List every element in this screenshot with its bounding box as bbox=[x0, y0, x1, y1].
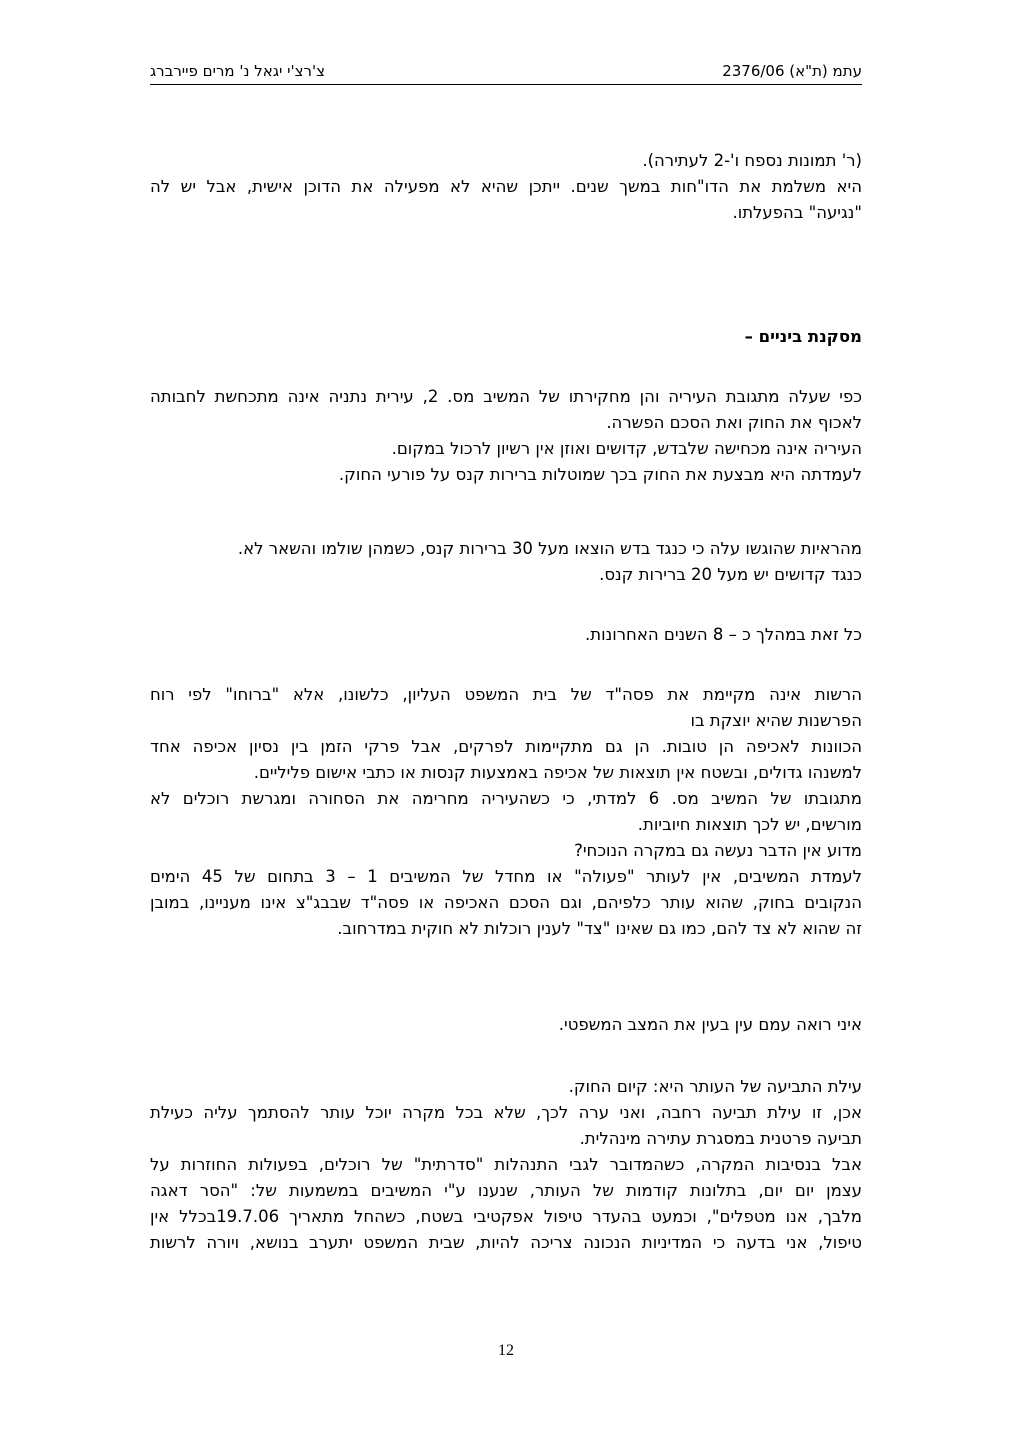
section-heading bbox=[150, 324, 862, 350]
text-line: תביעה פרטנית במסגרת עתירה מינהלית. bbox=[579, 1129, 862, 1148]
text-line: למשנהו גדולים, ובשטח אין תוצאות של אכיפה באמצעות קנסות או כתבי אישום פליליים. bbox=[253, 763, 862, 782]
text-line: מורשים, יש לכך תוצאות חיוביות. bbox=[637, 815, 862, 834]
paragraph-legal-view bbox=[150, 1012, 862, 1038]
paragraph-references bbox=[150, 148, 862, 174]
page-number: 12 bbox=[498, 1342, 514, 1359]
text-line: לאכוף את החוק ואת הסכם הפשרה. bbox=[606, 413, 862, 432]
text-line: הרשות אינה מקיימת את פסה"ד של בית המשפט העליון, כלשונו, אלא "ברוחו" לפי רוח bbox=[150, 685, 862, 704]
paragraph-municipality bbox=[150, 384, 862, 488]
text-line: היא משלמת את הדו"חות במשך שנים. ייתכן שהיא לא מפעילה את הדוכן אישית, אבל יש לה bbox=[150, 177, 862, 196]
text-line: עצמן יום יום, בתלונות קודמות של העותר, שנענו ע"י המשיבים במשמעות של: "הסר דאגה bbox=[150, 1181, 862, 1200]
text-line: אכן, זו עילת תביעה רחבה, ואני ערה לכך, שלא בכל מקרה יוכל עותר להסתמך עליה כעילת bbox=[150, 1103, 862, 1122]
text-line: כל זאת במהלך כ – 8 השנים האחרונות. bbox=[585, 625, 862, 644]
header-case-number: עתמ (ת"א) 2376/06 bbox=[722, 62, 862, 80]
text-line: הפרשנות שהיא יוצקת בו bbox=[690, 711, 862, 730]
text-line: לעמדת המשיבים, אין לעותר "פעולה" או מחדל של המשיבים 1 – 3 בתחום של 45 הימים bbox=[150, 867, 862, 886]
text-line: הכוונות לאכיפה הן טובות. הן גם מתקיימות לפרקים, אבל פרקי הזמן בין נסיון אכיפה אחד bbox=[150, 737, 862, 756]
paragraph-authority bbox=[150, 682, 862, 942]
page-header bbox=[150, 58, 862, 85]
text-line: עילת התביעה של העותר היא: קיום החוק. bbox=[568, 1077, 862, 1096]
text-line: טיפול, אני בדעה כי המדיניות הנכונה צריכה להיות, שבית המשפט יתערב בנושא, ויורה לרשות bbox=[150, 1233, 862, 1252]
text-line: מתגובתו של המשיב מס. 6 למדתי, כי כשהעיריה מחרימה את הסחורה ומגרשת רוכלים לא bbox=[150, 789, 862, 808]
text-line: מלבך, אנו מטפלים", וכמעט בהעדר טיפול אפקטיבי בשטח, כשהחל מתאריך 19.7.06בכלל אין bbox=[150, 1207, 862, 1226]
text-line: כפי שעלה מתגובת העיריה והן מחקירתו של המשיב מס. 2, עירית נתניה אינה מתכחשת לחבותה bbox=[150, 387, 862, 406]
text-line: מהראיות שהוגשו עלה כי כנגד בדש הוצאו מעל 30 ברירות קנס, כשמהן שולמו והשאר לא. bbox=[237, 539, 862, 558]
text-line: מדוע אין הדבר נעשה גם במקרה הנוכחי? bbox=[574, 841, 862, 860]
heading-text: מסקנת ביניים – bbox=[744, 327, 862, 346]
text-line: הנקובים בחוק, שהוא עותר כלפיהם, וגם הסכם האכיפה או פסה"ד שבבג"צ אינו מעניינו, במובן bbox=[150, 893, 862, 912]
header-case-title: צ'רצ'י יגאל נ' מרים פיירברג bbox=[150, 62, 325, 80]
paragraph-payment bbox=[150, 174, 862, 226]
text-line: לעמדתה היא מבצעת את החוק בכך שמוטלות ברירות קנס על פורעי החוק. bbox=[338, 465, 862, 484]
text-line: "נגיעה" בהפעלתו. bbox=[732, 203, 862, 222]
text-line: אבל בנסיבות המקרה, כשהמדובר לגבי התנהלות "סדרתית" של רוכלים, בפעולות החוזרות על bbox=[150, 1155, 862, 1174]
text-line: כנגד קדושים יש מעל 20 ברירות קנס. bbox=[599, 565, 862, 584]
paragraph-cause-of-action bbox=[150, 1074, 862, 1256]
text-line: זה שהוא לא צד להם, כמו גם שאינו "צד" לענין רוכלות לא חוקית במדרחוב. bbox=[337, 919, 862, 938]
paragraph-timeframe bbox=[150, 622, 862, 648]
paragraph-evidence bbox=[150, 536, 862, 588]
text-line: העיריה אינה מכחישה שלבדש, קדושים ואוזן אין רשיון לרכול במקום. bbox=[391, 439, 862, 458]
text-line: (ר' תמונות נספח ו'-2 לעתירה). bbox=[642, 151, 862, 170]
text-line: איני רואה עמם עין בעין את המצב המשפטי. bbox=[558, 1015, 862, 1034]
